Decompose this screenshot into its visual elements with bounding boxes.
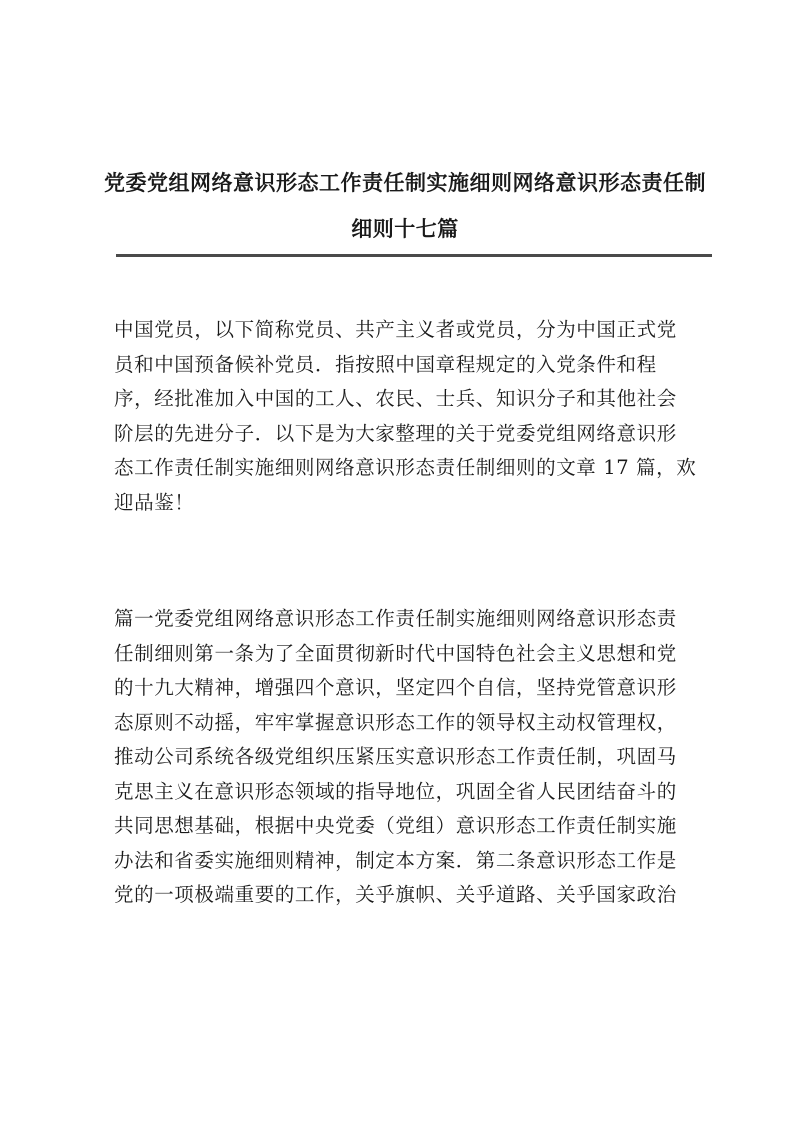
text-line: 共同思想基础，根据中央党委（党组）意识形态工作责任制实施 [114, 814, 677, 837]
title-divider [116, 254, 712, 257]
text-line: 员和中国预备候补党员．指按照中国章程规定的入党条件和程 [114, 352, 657, 376]
intro-paragraph [114, 313, 714, 520]
text-line: 篇一党委党组网络意识形态工作责任制实施细则网络意识形态责 [114, 607, 677, 630]
text-line: 办法和省委实施细则精神，制定本方案．第二条意识形态工作是 [114, 848, 677, 872]
text-line: 党的一项极端重要的工作，关乎旗帜、关乎道路、关乎国家政治 [114, 883, 677, 906]
text-line: 中国党员，以下简称党员、共产主义者或党员，分为中国正式党 [114, 318, 677, 341]
text-line: 阶层的先进分子．以下是为大家整理的关于党委党组网络意识形 [114, 421, 677, 445]
text-line: 克思主义在意识形态领域的指导地位，巩固全省人民团结奋斗的 [114, 779, 677, 803]
text-line: 态工作责任制实施细则网络意识形态责任制细则的文章 17 篇，欢 [114, 456, 697, 479]
title-line: 党委党组网络意识形态工作责任制实施细则网络意识形态责任制 [104, 171, 706, 195]
text-line: 推动公司系统各级党组织压紧压实意识形态工作责任制，巩固马 [114, 745, 677, 768]
text-line: 态原则不动摇，牢牢掌握意识形态工作的领导权主动权管理权， [114, 710, 677, 734]
text-line: 序，经批准加入中国的工人、农民、士兵、知识分子和其他社会 [114, 387, 677, 410]
text-line: 迎品鉴！ [114, 490, 195, 514]
body-paragraph [114, 602, 714, 913]
text-line: 的十九大精神，增强四个意识，坚定四个自信，坚持党管意识形 [114, 676, 677, 699]
text-line: 任制细则第一条为了全面贯彻新时代中国特色社会主义思想和党 [114, 641, 677, 665]
title-line: 细则十七篇 [351, 217, 459, 241]
document-title [100, 160, 710, 252]
